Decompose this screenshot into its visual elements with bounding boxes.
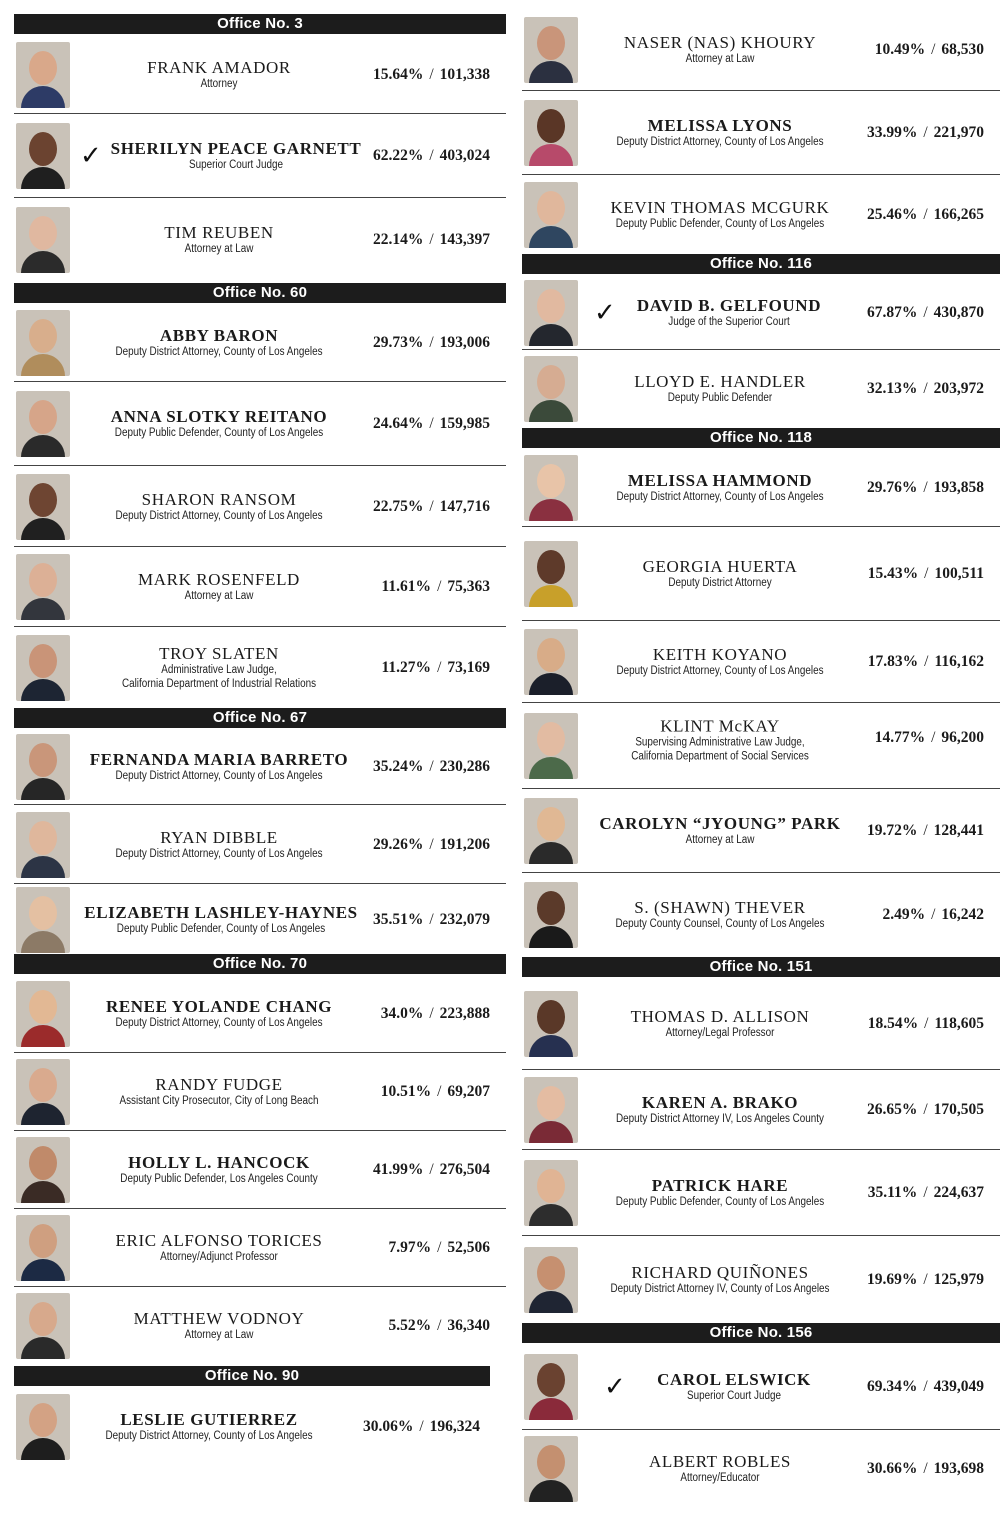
vote-count: 36,340 (447, 1317, 490, 1334)
candidate-name: LLOYD E. HANDLER (634, 372, 806, 391)
candidate-title: Deputy County Counsel, County of Los Angeles (615, 918, 825, 930)
vote-percent: 11.27% (381, 659, 432, 676)
candidate-photo (16, 474, 70, 540)
candidate-title: Attorney/Adjunct Professor (160, 1251, 278, 1263)
candidate-row (522, 1237, 1000, 1323)
candidate-row (14, 976, 506, 1053)
vote-result: 7.97% / 52,506 (388, 1239, 490, 1256)
vote-percent: 33.99% (866, 124, 918, 141)
candidate-photo (524, 1160, 578, 1226)
vote-count: 96,200 (941, 728, 984, 746)
candidate-name: MATTHEW VODNOY (133, 1309, 305, 1328)
candidate-row (522, 1431, 1000, 1507)
vote-count: 125,979 (933, 1271, 984, 1288)
candidate-photo (524, 17, 578, 83)
candidate-title: Attorney at Law (184, 243, 254, 255)
vote-percent: 30.06% (362, 1418, 414, 1435)
winner-check-icon: ✓ (80, 141, 102, 171)
vote-result: 11.27% / 73,169 (381, 659, 490, 676)
vote-count: 403,024 (439, 147, 490, 164)
candidate-title: Assistant City Prosecutor, City of Long Beach (119, 1095, 319, 1107)
candidate-title: Deputy Public Defender, County of Los Angeles (114, 427, 324, 439)
candidate-name: THOMAS D. ALLISON (630, 1007, 810, 1026)
candidate-name: NASER (NAS) KHOURY (623, 33, 817, 52)
vote-count: 68,530 (941, 41, 984, 58)
vote-percent: 15.64% (372, 65, 424, 83)
vote-result: 30.66% / 193,698 (866, 1460, 984, 1477)
candidate-name: TIM REUBEN (164, 223, 274, 242)
vote-count: 439,049 (933, 1378, 984, 1395)
vote-result: 22.14% / 143,397 (372, 231, 490, 248)
candidate-title: Deputy District Attorney (668, 577, 772, 589)
vote-percent: 35.51% (372, 911, 424, 928)
candidate-row (14, 305, 506, 382)
candidate-row (14, 1388, 506, 1466)
candidate-title: Deputy Public Defender (667, 392, 773, 404)
candidate-row (14, 730, 506, 805)
winner-check-icon: ✓ (604, 1372, 626, 1402)
candidate-photo (16, 1394, 70, 1460)
vote-percent: 19.72% (866, 822, 918, 839)
candidate-name: ANNA SLOTKY REITANO (110, 407, 328, 426)
vote-result: 15.64% / 101,338 (372, 65, 490, 83)
candidate-name: CAROLYN “JYOUNG” PARK (599, 814, 841, 833)
vote-percent: 30.66% (866, 1460, 918, 1477)
vote-count: 166,265 (933, 206, 984, 223)
candidate-title: Attorney (200, 77, 238, 90)
vote-percent: 24.64% (372, 415, 424, 432)
vote-result: 41.99% / 276,504 (372, 1161, 490, 1178)
vote-result: 25.46% / 166,265 (866, 206, 984, 223)
candidate-name: DAVID B. GELFOUND (636, 295, 822, 315)
candidate-row (522, 1151, 1000, 1236)
vote-result: 22.75% / 147,716 (372, 497, 490, 515)
candidate-name: FRANK AMADOR (147, 57, 291, 77)
candidate-row (14, 1132, 506, 1209)
candidate-title: Deputy District Attorney, County of Los Angeles (105, 1430, 313, 1442)
candidate-photo (16, 123, 70, 189)
vote-count: 118,605 (934, 1015, 984, 1032)
candidate-name: MELISSA HAMMOND (627, 471, 813, 490)
candidate-row (522, 450, 1000, 527)
vote-count: 52,506 (447, 1239, 490, 1256)
candidate-name: KAREN A. BRAKO (641, 1093, 799, 1112)
candidate-name: MARK ROSENFELD (138, 570, 300, 589)
vote-result: 24.64% / 159,985 (372, 415, 490, 432)
candidate-name: GEORGIA HUERTA (642, 557, 798, 576)
candidate-title: Deputy Public Defender, County of Los Angeles (615, 218, 825, 230)
candidate-row (522, 176, 1000, 254)
candidate-title: Deputy District Attorney, County of Los Angeles (616, 136, 824, 148)
candidate-name: PATRICK HARE (651, 1176, 789, 1195)
candidate-row (522, 351, 1000, 427)
vote-count: 193,006 (439, 334, 490, 351)
candidate-title-line2: California Department of Industrial Relations (121, 678, 317, 690)
vote-result: 17.83% / 116,162 (867, 653, 984, 670)
candidate-photo (524, 1436, 578, 1502)
candidate-photo (16, 734, 70, 800)
vote-percent: 2.49% (882, 906, 926, 923)
office-header: Office No. 116 (522, 254, 1000, 274)
candidate-row (14, 806, 506, 884)
candidate-photo (16, 207, 70, 273)
candidate-photo (16, 1293, 70, 1359)
candidate-row (522, 528, 1000, 621)
vote-result: 14.77% / 96,200 (874, 728, 984, 746)
candidate-photo (524, 882, 578, 948)
candidate-photo (524, 991, 578, 1057)
candidate-photo (16, 887, 70, 953)
candidate-title: Deputy District Attorney, County of Los Angeles (115, 770, 323, 782)
candidate-row (14, 199, 506, 281)
office-header: Office No. 151 (522, 957, 1000, 977)
candidate-row (14, 885, 506, 955)
candidate-name: FERNANDA MARIA BARRETO (89, 750, 349, 769)
vote-count: 170,505 (933, 1101, 984, 1118)
candidate-photo (16, 391, 70, 457)
candidate-row (522, 10, 1000, 91)
vote-count: 203,972 (933, 380, 984, 397)
candidate-row (14, 1054, 506, 1131)
candidate-row (522, 92, 1000, 175)
candidate-row (522, 276, 1000, 350)
candidate-title-line2: California Department of Social Services (631, 750, 809, 763)
vote-result: 30.06% / 196,324 (362, 1418, 480, 1435)
candidate-photo (16, 42, 70, 108)
vote-count: 100,511 (934, 565, 984, 582)
candidate-title: Superior Court Judge (686, 1390, 782, 1402)
candidate-title: Deputy District Attorney, County of Los Angeles (115, 1017, 323, 1029)
office-header: Office No. 60 (14, 283, 506, 303)
vote-percent: 67.87% (866, 303, 918, 321)
vote-count: 69,207 (447, 1083, 490, 1100)
candidate-photo (16, 1137, 70, 1203)
vote-count: 75,363 (447, 578, 490, 595)
candidate-name: LESLIE GUTIERREZ (120, 1410, 298, 1429)
candidate-photo (524, 541, 578, 607)
candidate-row (522, 704, 1000, 789)
vote-result: 18.54% / 118,605 (867, 1015, 984, 1032)
candidate-title: Judge of the Superior Court (668, 315, 790, 328)
candidate-row (14, 115, 506, 198)
vote-percent: 5.52% (388, 1317, 432, 1334)
candidate-name: S. (SHAWN) THEVER (634, 898, 806, 917)
candidate-name: MELISSA LYONS (647, 116, 793, 135)
vote-count: 223,888 (439, 1005, 490, 1022)
candidate-name: ABBY BARON (159, 326, 279, 345)
vote-result: 26.65% / 170,505 (866, 1101, 984, 1118)
vote-count: 159,985 (439, 415, 490, 432)
candidate-photo (524, 629, 578, 695)
vote-result: 11.61% / 75,363 (381, 578, 490, 595)
vote-result: 29.76% / 193,858 (866, 479, 984, 496)
candidate-photo (16, 1059, 70, 1125)
candidate-name: TROY SLATEN (159, 644, 279, 663)
candidate-name: SHERILYN PEACE GARNETT (110, 139, 362, 158)
candidate-row (14, 467, 506, 547)
vote-percent: 11.61% (381, 578, 432, 595)
office-header: Office No. 67 (14, 708, 506, 728)
candidate-photo (16, 981, 70, 1047)
vote-result: 15.43% / 100,511 (867, 565, 984, 582)
candidate-row (14, 1288, 506, 1364)
vote-count: 73,169 (447, 659, 490, 676)
candidate-photo (16, 635, 70, 701)
office-header: Office No. 90 (14, 1366, 490, 1386)
vote-result: 69.34% / 439,049 (866, 1378, 984, 1395)
vote-result: 35.24% / 230,286 (372, 758, 490, 775)
candidate-photo (524, 798, 578, 864)
vote-count: 16,242 (941, 906, 984, 923)
vote-count: 230,286 (439, 758, 490, 775)
vote-percent: 26.65% (866, 1101, 918, 1118)
vote-percent: 32.13% (866, 380, 918, 397)
candidate-name: ERIC ALFONSO TORICES (115, 1231, 323, 1250)
candidate-photo (524, 100, 578, 166)
candidate-photo (524, 713, 578, 779)
vote-percent: 19.69% (866, 1271, 918, 1288)
vote-percent: 29.73% (372, 334, 424, 351)
vote-result: 10.49% / 68,530 (874, 41, 984, 58)
vote-count: 232,079 (439, 911, 490, 928)
candidate-row (14, 36, 506, 114)
vote-count: 101,338 (439, 65, 490, 83)
candidate-photo (16, 812, 70, 878)
candidate-row (14, 383, 506, 466)
candidate-title: Attorney at Law (685, 53, 755, 65)
vote-percent: 29.26% (372, 835, 424, 853)
office-header: Office No. 3 (14, 14, 506, 34)
candidate-title: Supervising Administrative Law Judge, (635, 736, 805, 749)
candidate-row (522, 874, 1000, 956)
candidate-name: RYAN DIBBLE (160, 827, 278, 847)
vote-result: 19.69% / 125,979 (866, 1271, 984, 1288)
candidate-title: Deputy District Attorney, County of Los Angeles (616, 665, 824, 677)
candidate-name: ELIZABETH LASHLEY-HAYNES (84, 903, 358, 922)
candidate-name: HOLLY L. HANCOCK (128, 1153, 310, 1172)
candidate-row (14, 548, 506, 627)
candidate-name: RICHARD QUIÑONES (631, 1263, 809, 1282)
candidate-title: Deputy Public Defender, County of Los Angeles (615, 1196, 825, 1208)
vote-percent: 41.99% (372, 1161, 424, 1178)
candidate-title: Deputy District Attorney IV, Los Angeles County (616, 1113, 824, 1125)
candidate-photo (16, 310, 70, 376)
vote-result: 10.51% / 69,207 (380, 1083, 490, 1100)
candidate-title: Deputy District Attorney IV, County of Los Angeles (610, 1283, 830, 1295)
candidate-title: Deputy District Attorney, County of Los Angeles (115, 509, 323, 522)
candidate-row (522, 1071, 1000, 1150)
candidate-title: Attorney at Law (184, 590, 254, 602)
vote-count: 276,504 (439, 1161, 490, 1178)
vote-count: 430,870 (933, 303, 984, 321)
vote-percent: 69.34% (866, 1378, 918, 1395)
vote-percent: 22.14% (372, 231, 424, 248)
candidate-title: Deputy District Attorney, County of Los Angeles (115, 847, 323, 860)
candidate-title: Administrative Law Judge, (161, 664, 277, 676)
candidate-title: Deputy District Attorney, County of Los Angeles (115, 346, 323, 358)
vote-result: 62.22% / 403,024 (372, 147, 490, 164)
candidate-photo (16, 1215, 70, 1281)
vote-percent: 7.97% (388, 1239, 432, 1256)
candidate-name: KEVIN THOMAS MCGURK (610, 198, 830, 217)
vote-count: 116,162 (934, 653, 984, 670)
vote-result: 5.52% / 36,340 (388, 1317, 490, 1334)
candidate-photo (524, 356, 578, 422)
candidate-name: CAROL ELSWICK (657, 1370, 811, 1389)
vote-count: 196,324 (429, 1418, 480, 1435)
candidate-name: RENEE YOLANDE CHANG (105, 997, 333, 1016)
vote-result: 35.51% / 232,079 (372, 911, 490, 928)
candidate-row (14, 628, 506, 708)
vote-percent: 14.77% (874, 728, 926, 746)
vote-percent: 29.76% (866, 479, 918, 496)
winner-check-icon: ✓ (594, 297, 616, 328)
candidate-row (522, 1345, 1000, 1430)
vote-percent: 15.43% (867, 565, 919, 582)
vote-count: 143,397 (439, 231, 490, 248)
vote-percent: 25.46% (866, 206, 918, 223)
candidate-name: RANDY FUDGE (155, 1075, 283, 1094)
vote-percent: 18.54% (867, 1015, 919, 1032)
vote-percent: 10.49% (874, 41, 926, 58)
vote-count: 193,858 (933, 479, 984, 496)
candidate-name: KEITH KOYANO (652, 645, 788, 664)
candidate-photo (524, 280, 578, 346)
candidate-title: Superior Court Judge (188, 159, 284, 171)
vote-result: 29.26% / 191,206 (372, 835, 490, 853)
vote-count: 191,206 (439, 835, 490, 853)
vote-percent: 62.22% (372, 147, 424, 164)
candidate-photo (524, 182, 578, 248)
candidate-photo (16, 554, 70, 620)
candidate-title: Deputy Public Defender, County of Los Angeles (116, 923, 326, 935)
candidate-name: KLINT McKAY (660, 716, 780, 736)
vote-percent: 34.0% (380, 1005, 424, 1022)
vote-result: 67.87% / 430,870 (866, 303, 984, 321)
candidate-title: Deputy District Attorney, County of Los Angeles (616, 491, 824, 503)
candidate-photo (524, 1077, 578, 1143)
vote-result: 35.11% / 224,637 (867, 1184, 984, 1201)
vote-percent: 17.83% (867, 653, 919, 670)
office-header: Office No. 70 (14, 954, 506, 974)
vote-percent: 35.24% (372, 758, 424, 775)
vote-percent: 35.11% (867, 1184, 918, 1201)
candidate-title: Attorney at Law (685, 834, 755, 846)
vote-count: 224,637 (933, 1184, 984, 1201)
vote-result: 2.49% / 16,242 (882, 906, 984, 923)
candidate-photo (524, 455, 578, 521)
vote-count: 221,970 (933, 124, 984, 141)
candidate-row (522, 979, 1000, 1070)
vote-result: 33.99% / 221,970 (866, 124, 984, 141)
candidate-title: Deputy Public Defender, Los Angeles County (120, 1173, 318, 1185)
candidate-row (522, 622, 1000, 703)
candidate-photo (524, 1354, 578, 1420)
candidate-title: Attorney/Legal Professor (665, 1027, 775, 1039)
vote-result: 32.13% / 203,972 (866, 380, 984, 397)
office-header: Office No. 118 (522, 428, 1000, 448)
candidate-title: Attorney/Educator (680, 1472, 760, 1484)
candidate-photo (524, 1247, 578, 1313)
vote-count: 147,716 (439, 497, 490, 515)
vote-result: 19.72% / 128,441 (866, 822, 984, 839)
candidate-title: Attorney at Law (184, 1329, 254, 1341)
vote-count: 128,441 (933, 822, 984, 839)
office-header: Office No. 156 (522, 1323, 1000, 1343)
candidate-name: ALBERT ROBLES (648, 1452, 791, 1471)
candidate-name: SHARON RANSOM (141, 489, 297, 509)
vote-result: 34.0% / 223,888 (380, 1005, 490, 1022)
vote-percent: 22.75% (372, 497, 424, 515)
vote-result: 29.73% / 193,006 (372, 334, 490, 351)
vote-percent: 10.51% (380, 1083, 432, 1100)
candidate-row (14, 1210, 506, 1287)
vote-count: 193,698 (933, 1460, 984, 1477)
candidate-row (522, 790, 1000, 873)
